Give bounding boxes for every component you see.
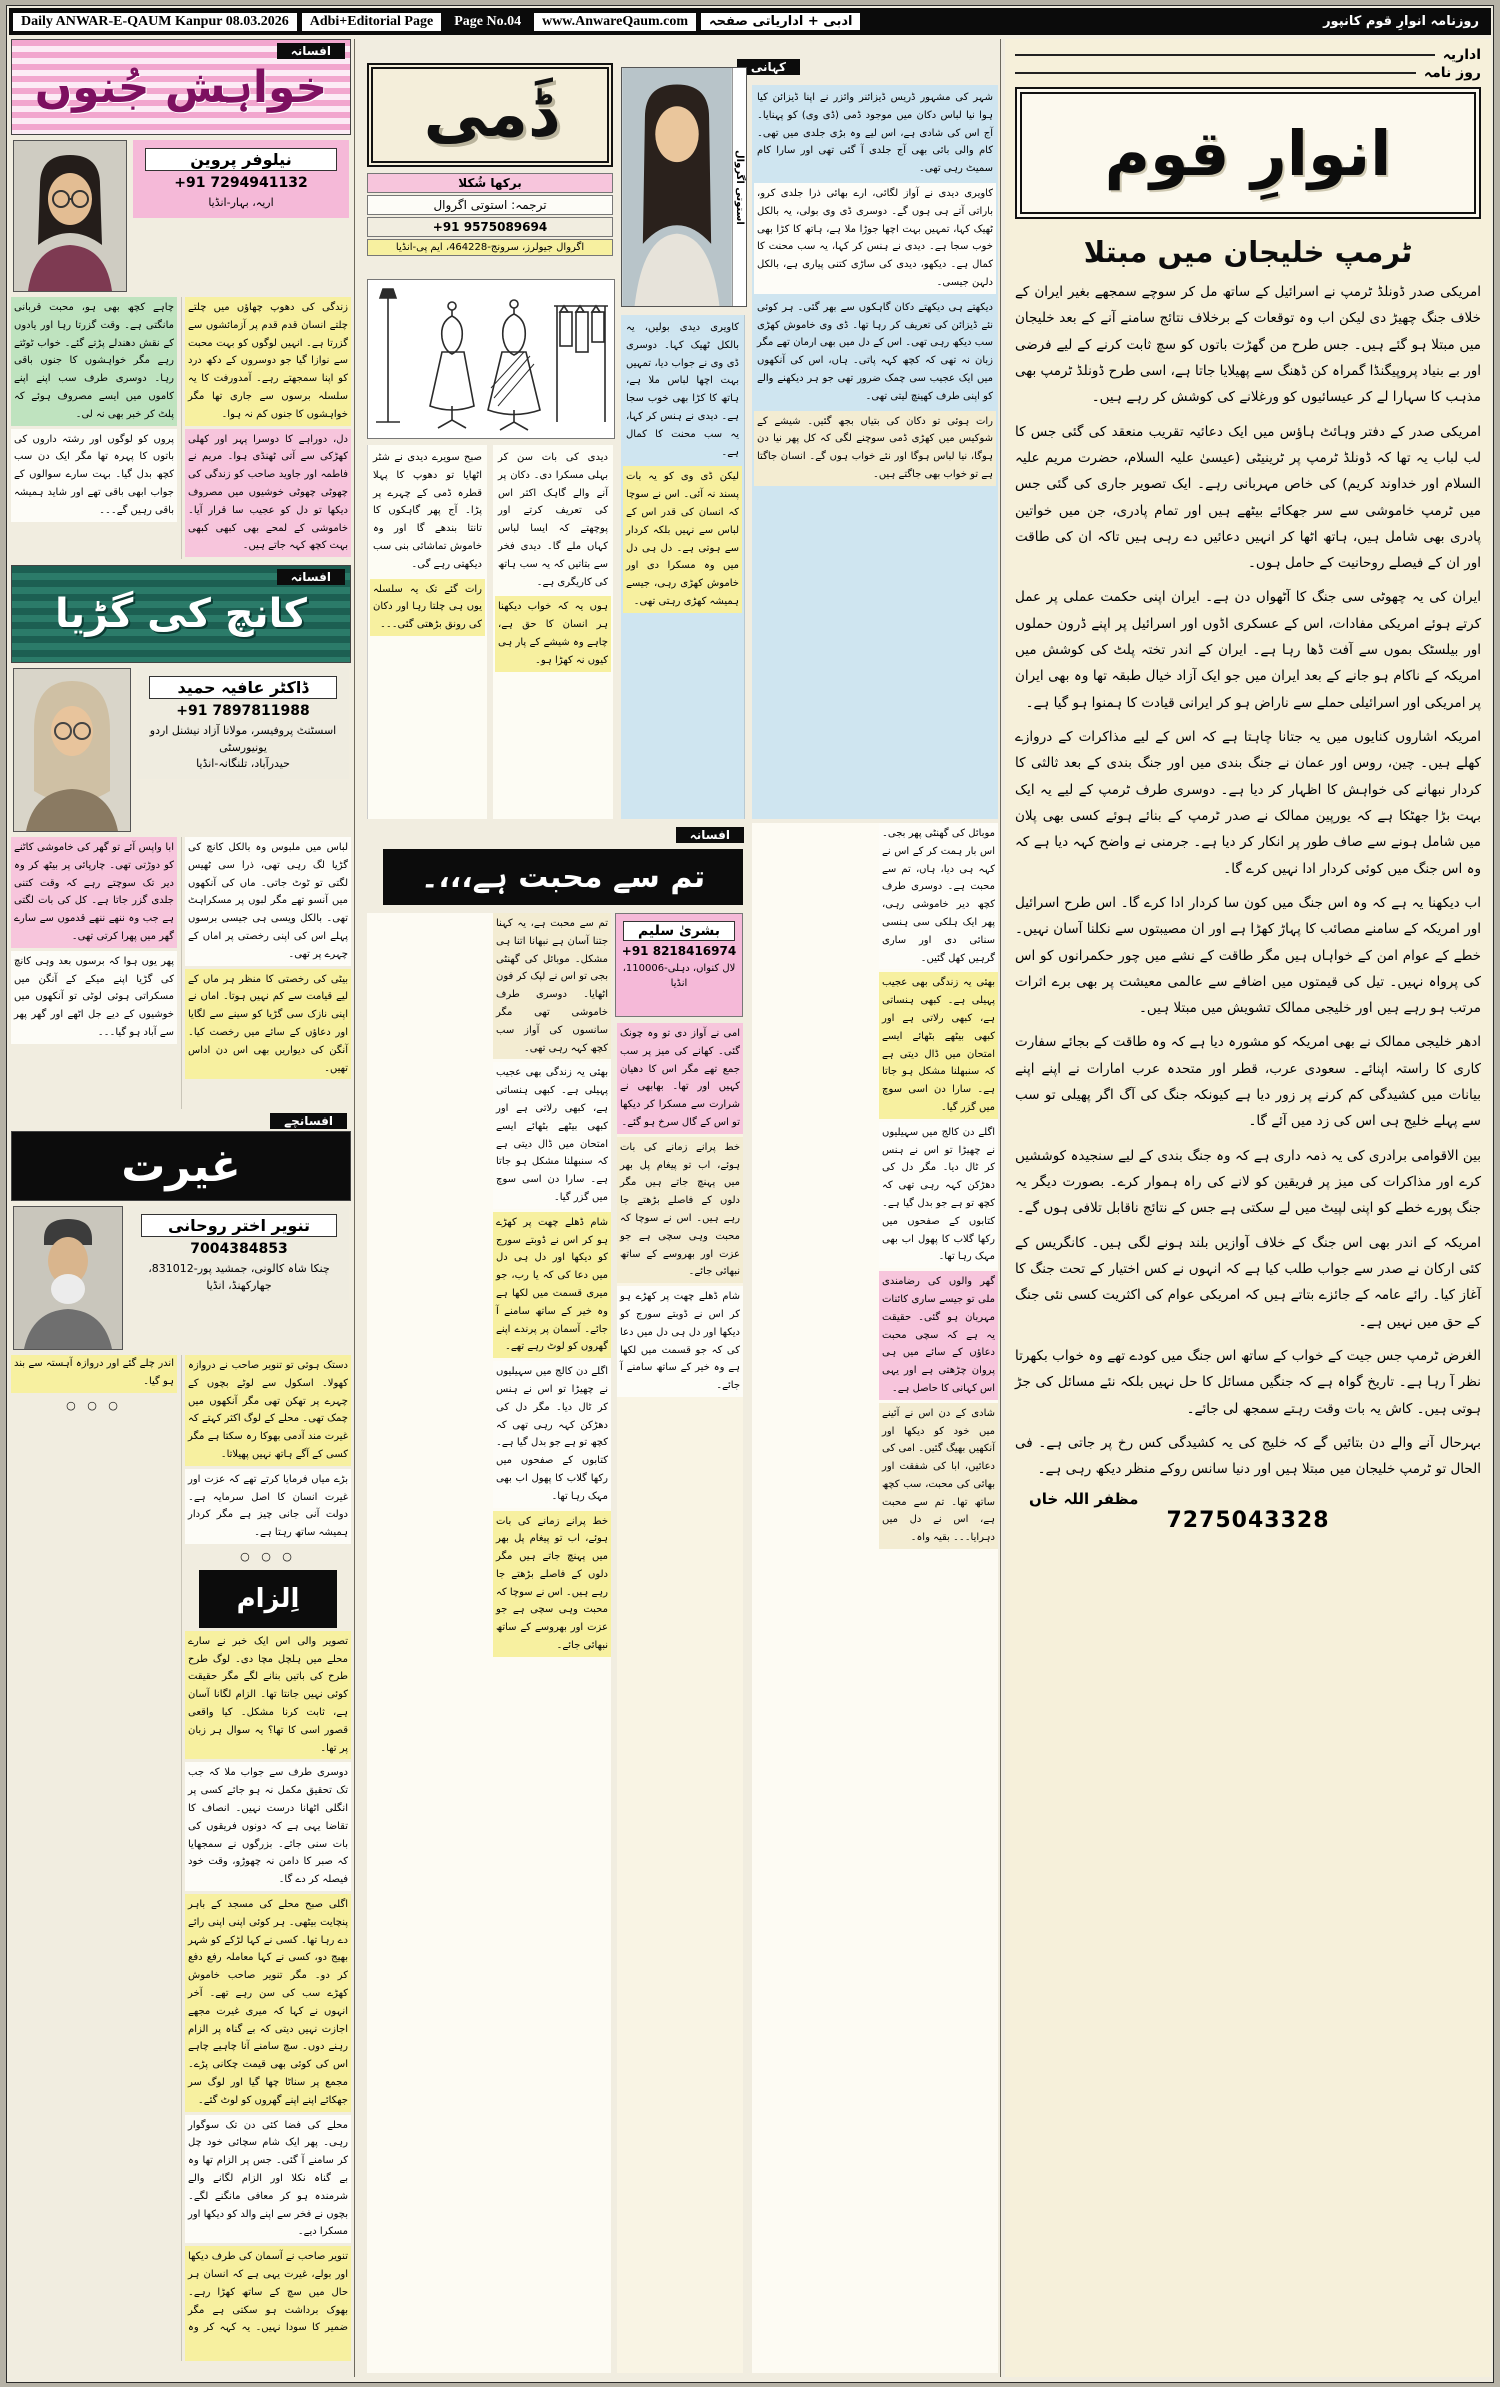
editorial-signature: [1015, 1490, 1481, 1533]
story-paragraph: تصویر والی اس ایک خبر نے سارے محلے میں ہلچل مچا دی۔ لوگ طرح طرح کی باتیں بنانے لگے مگر حقیقت کوئی نہیں جانتا تھا۔ الزام لگانا آسان ہے، ثابت کرنا مشکل۔ کیا واقعی قصور اسی کا تھا؟ یہ سوال ہر زبان پر تھا۔: [185, 1631, 351, 1760]
story-kanch-ki-gudiya: [11, 565, 351, 1109]
author-photo: [13, 140, 127, 292]
subhead-ilzaam: اِلزام: [199, 1570, 337, 1628]
author-address: اریہ، بہار-انڈیا: [208, 196, 274, 209]
story-column: [752, 85, 998, 819]
story-paragraph: تم سے محبت ہے، یہ کہنا جتنا آسان ہے نبھانا اتنا ہی مشکل۔ موبائل کی گھنٹی بجی تو اس نے لپک کر فون اٹھایا۔ دوسری طرف خاموشی تھی مگر سانسوں کی آواز سب کچھ کہہ رہی تھی۔: [493, 913, 611, 1059]
story-paragraph: بڑے میاں فرمایا کرتے تھے کہ عزت اور غیرت انسان کا اصل سرمایہ ہے۔ دولت آنی جانی چیز ہے مگر کردار ہمیشہ ساتھ رہتا ہے۔: [185, 1469, 351, 1544]
editorial-body: [1015, 279, 1481, 1482]
story-body: [11, 837, 351, 1109]
story-column: [752, 823, 998, 2373]
story-paragraph: اگلے دن کالج میں سہیلیوں نے چھیڑا تو اس نے ہنس کر ٹال دیا۔ مگر دل کی دھڑکن کہہ رہی تھی کہ کچھ تو ہے جو بدل گیا ہے۔ کتابوں کے صفحوں میں رکھا گلاب کا پھول اب بھی مہک رہا تھا۔: [493, 1361, 611, 1507]
editorial-paragraph: امریکہ کے اندر بھی اس جنگ کے خلاف آوازیں بلند ہونے لگی ہیں۔ کانگریس کے کئی ارکان نے صدر سے جواب طلب کیا ہے کہ انہوں نے کس اختیار کے تحت جنگ کا آغاز کیا۔ رائے عامہ کے جائزے بتاتے ہیں کہ امریکی عوام کی اکثریت کسی نئی جنگ کے حق میں نہیں ہے۔: [1015, 1234, 1481, 1330]
newspaper-page: [6, 5, 1494, 2383]
story-paragraph: کاویری دیدی بولیں، یہ بالکل ٹھیک کہا۔ دوسری ڈی وی نے جواب دیا، تمہیں بہت اچھا لباس ملا ہے، ہاتھ کا کڑا بھی خوب سجا ہے۔ دیدی نے ہنس کر کہا، یہ سب محنت کا کمال ہے۔: [626, 322, 739, 458]
author-box: [615, 913, 743, 1017]
portrait-image: [622, 68, 732, 306]
translator-photo: [621, 67, 747, 307]
story-paragraph: رات ہوئی تو دکان کی بتیاں بجھ گئیں۔ شیشے کے شوکیس میں کھڑی ڈمی سوچنے لگی کہ کل پھر نیا دن ہوگا، نیا لباس ہوگا اور نئے خواب ہوں گے۔ انسان جاگتا ہے تو خواب بھی جاگتے ہیں۔: [754, 411, 996, 486]
author-role: اسسٹنٹ پروفیسر، مولانا آزاد نیشنل اردو یونیورسٹی: [149, 724, 337, 754]
author-address: لال کنواں، دہلی-110006، انڈیا: [622, 963, 736, 989]
author-info: [129, 1206, 349, 1300]
story-title: کانچ کی گڑیا: [55, 591, 307, 637]
editorial-paragraph: امریکی صدر کے دفتر وہائٹ ہاؤس میں ایک دعائیہ تقریب منعقد کی گئی جس کا لب لباب یہ تھا کہ ڈونلڈ ٹرمپ پر ٹرینیٹی (عیسیٰ علیہ السلام، حضرت مریم علیہ السلام اور خداوند کریم) کی خاص مہربانی رہے۔ ایک تصویر جاری کی گئی جس میں ٹرمپ خاموشی سے سر جھکائے بیٹھے ہیں اور تمام پادری، جن میں خواتین پادری بھی شامل ہیں، ہاتھ اٹھا کر انہیں دعائیں دے رہی ہیں تاکہ ان کی طاقت اور ان کے فیصلے روحانیت کے حامل ہوں۔: [1015, 423, 1481, 572]
story-header: [11, 565, 351, 663]
story-column: [367, 913, 611, 2373]
editorial-phone: 7275043328: [1166, 1508, 1330, 1534]
author-name: تنویر اختر روحانی: [141, 1214, 337, 1237]
story-title: تم سے محبت ہے،،،۔: [420, 859, 706, 895]
story-paragraph: شام ڈھلے چھت پر کھڑے ہو کر اس نے ڈوبتے سورج کو دیکھا اور دل ہی دل میں دعا کی کہ جو قسمت میں لکھا ہے وہ خیر کے ساتھ سامنے آ جائے۔: [617, 1286, 743, 1397]
paper-nameplate-text: انوارِ قوم: [1104, 116, 1392, 190]
genre-label: افسانہ: [277, 43, 345, 59]
author-photo: [13, 1206, 123, 1350]
author-phone: +91 7294941132: [174, 175, 308, 191]
author-address: حیدرآباد، تلنگانہ-انڈیا: [196, 757, 290, 770]
story-paragraph: شہر کی مشہور ڈریس ڈیزائنر وائزر نے اپنا ڈیزائن کیا ہوا نیا لباس دکان میں موجود ڈمی (ڈی وی) کو پہنایا۔ آج اس کی شادی ہے، اس لیے وہ بڑی جلدی میں تھی۔ کام والی بائی بھی آج جلدی آ گئی تھی اور سارا کام سمیٹ رہی تھی۔: [757, 92, 993, 175]
story-paragraph: صبح سویرے دیدی نے شٹر اٹھایا تو دھوپ کا پہلا قطرہ ڈمی کے چہرے پر پڑا۔ آج پھر گاہکوں کا تانتا بندھے گا اور وہ خاموش تماشائی بنی سب دیکھتی رہے گی۔: [373, 452, 482, 570]
author-info: [133, 140, 349, 218]
editorial-label-row: [1015, 47, 1481, 63]
section-dots: ○ ○ ○: [66, 1398, 122, 1412]
author-phone: +91 8218416974: [621, 944, 737, 958]
middle-column: [359, 39, 1001, 2377]
story-paragraph: دیکھتے ہی دیکھتے دکان گاہکوں سے بھر گئی۔ ہر کوئی نئے ڈیزائن کی تعریف کر رہا تھا۔ ڈی وی خاموش کھڑی سب دیکھ رہی تھی۔ اس کے دل میں بھی ارمان تھے مگر زبان نہ تھی کہ کچھ کہہ پاتی۔ ہاں، اس کی آنکھوں میں ایک عجیب سی چمک ضرور تھی جو ہر دیکھنے والے کو اپنی طرف کھینچ لیتی تھی۔: [757, 301, 993, 402]
story-column: [493, 445, 613, 819]
story-title: ڈَمی: [423, 78, 557, 152]
author-address: چنکا شاہ کالونی، جمشید پور-831012، جھارکھنڈ، انڈیا: [148, 1262, 330, 1292]
paper-name-date: Daily ANWAR-E-QAUM Kanpur 08.03.2026: [13, 13, 297, 31]
author-name: ڈاکٹر عافیہ حمید: [149, 676, 337, 699]
editorial-paragraph: الغرض ٹرمپ جس جیت کے خواب کے ساتھ اس جنگ میں کودے تھے وہ خواب بکھرتا نظر آ رہا ہے۔ تاریخ گواہ ہے کہ جنگیں مسائل کا حل نہیں بلکہ نئے مسائل کی جڑ ہوتی ہیں۔ کاش یہ بات وقت رہتے سمجھ لی جائے۔: [1015, 1347, 1481, 1417]
story-column: [621, 315, 745, 819]
story-paragraph: لباس میں ملبوس وہ بالکل کانچ کی گڑیا لگ رہی تھی، ذرا سی ٹھیس لگتی تو ٹوٹ جاتی۔ ماں کی آنکھوں میں آنسو تھے مگر لبوں پر مسکراہٹ تھی۔ بالکل ویسی ہی جیسی برسوں پہلے اس کی اپنی رخصتی پر اماں کے چہرے پر تھی۔: [185, 837, 351, 966]
section-name-urdu: ادبی + اداریاتی صفحہ: [701, 13, 860, 30]
story-paragraph: تنویر صاحب نے آسمان کی طرف دیکھا اور بولے، غیرت یہی ہے کہ انسان ہر حال میں سچ کے ساتھ کھڑا رہے۔ بھوک برداشت ہو سکتی ہے مگر ضمیر کا سودا نہیں۔ یہ کہہ کر وہ اندر چلے گئے اور دروازہ آہستہ سے بند ہو گیا۔: [11, 1355, 351, 2361]
story-body: [11, 297, 351, 559]
editorial-author: مظفر اللہ خاں: [1029, 1490, 1139, 1509]
page-number: Page No.04: [454, 13, 522, 29]
masthead-bar: [9, 8, 1491, 35]
story-paragraph: پروں کو لوگوں اور رشتہ داروں کی باتوں کا پہرہ تھا مگر ایک دن سب کچھ بدل گیا۔ بہت سارے سوالوں کے جواب ابھی باقی تھے اور شاید ہمیشہ باقی رہیں گے۔۔۔: [11, 429, 177, 522]
left-column: [9, 39, 355, 2377]
editorial-label: اداریہ: [1442, 47, 1481, 63]
story-paragraph: دیدی کی بات سن کر بہلی مسکرا دی۔ دکان پر آنے والے گاہک اکثر اس کی تعریف کرتے اور پوچھتے کہ ایسا لباس کہاں ملے گا۔ دیدی فخر سے بتاتیں کہ یہ سب ہاتھ کی کاریگری ہے۔: [498, 452, 608, 588]
author-phone: +91 7897811988: [176, 703, 310, 719]
story-paragraph: کاویری دیدی نے آواز لگائی، ارے بھائی ذرا جلدی کرو، باراتی آتے ہی ہوں گے۔ دوسری ڈی وی بولی، یہ بالکل ٹھیک کہا، تمہیں بہت اچھا جوڑا ملا ہے، ہاتھ کا کڑا بھی خوب سجا ہے۔ دیدی نے ہنس کر کہا، یہ سب محنت کا کمال ہے۔ دیکھو، دیدی کی ساڑی کتنی پیاری ہے، بالکل دلہن جیسی۔: [754, 183, 996, 294]
editorial-column: [1005, 39, 1491, 2377]
editorial-paragraph: اب دیکھنا یہ ہے کہ وہ اس جنگ میں کون سا کردار ادا کرے گا۔ اس طرح اسرائیل اور امریکہ کے سامنے مصائب کا پہاڑ کھڑا ہے اور ان مصیبتوں سے نکلنا آسان نہیں۔ خطے کے عوام امن کے خواہاں ہیں مگر طاقت کے نشے میں چور حکمرانوں کو اس کی پرواہ نہیں۔ تیل کی قیمتوں میں اضافے سے عالمی معیشت پر بھی برے اثرات مرتب ہو رہے ہیں اور خلیجی ممالک تشویش میں مبتلا ہیں۔: [1015, 894, 1481, 1017]
story-column: [367, 445, 487, 819]
author-photo: [13, 668, 131, 832]
genre-label: افسانہ: [676, 827, 744, 843]
author-name: نیلوفر پروین: [145, 148, 337, 171]
story-paragraph: دل، دوراہے کا دوسرا پہر اور کھلی کھڑکی سے آتی ٹھنڈی ہوا۔ مریم نے فاطمہ اور جاوید صاحب کو زندگی کی چھوٹی چھوٹی خوشیوں میں مصروف دیکھا تو دل کو عجیب سا قرار آیا۔ خاموشی کے لمحے بھی کبھی کبھی بہت کچھ کہہ جاتے ہیں۔: [185, 429, 351, 558]
editorial-paragraph: بہرحال آنے والے دن بتائیں گے کہ خلیج کی یہ کشیدگی کس رخ پر جاتی ہے۔ فی الحال تو ٹرمپ خلیجان میں مبتلا ہیں اور دنیا سانس روکے منظر دیکھ رہی ہے۔: [1015, 1434, 1481, 1478]
story-paragraph: اگلے دن کالج میں سہیلیوں نے چھیڑا تو اس نے ہنس کر ٹال دیا۔ مگر دل کی دھڑکن کہہ رہی تھی کہ کچھ تو ہے جو بدل گیا ہے۔ کتابوں کے صفحوں میں رکھا گلاب کا پھول اب بھی مہک رہا تھا۔: [879, 1122, 998, 1268]
story-paragraph: پھر یوں ہوا کہ برسوں بعد وہی کانچ کی گڑیا اپنے میکے کے آنگن میں مسکراتی ہوئی لوٹی تو آنکھوں میں خوشیوں کے دیے جل اٹھے اور گھر پھر سے آباد ہو گیا۔۔۔: [11, 951, 177, 1044]
story-ghairat: [11, 1109, 351, 2361]
editorial-paragraph: امریکی صدر ڈونلڈ ٹرمپ نے اسرائیل کے ساتھ مل کر سوچے سمجھے بغیر ایران کے خلاف جنگ چھیڑ دی لیکن اب وہ توقعات کے برخلاف نتائج سامنے آنے کے بعد خلیجان میں مبتلا ہو گئے ہیں۔ جس طرح من گھڑت باتوں کو سچ ثابت کرنے کے لیے فرضی اور بے بنیاد پروپیگنڈا گمراہ کن ڈھنگ سے پھیلایا جاتا ہے، اسی طرح ڈونلڈ ٹرمپ بھی مذہب کا سہارا لے کر عیسائیوں کو ورغلانے کی کوشش کر رہے ہیں۔: [1015, 284, 1481, 406]
rule-line: [1015, 72, 1416, 74]
editorial-paragraph: امریکہ اشاروں کنایوں میں یہ جتانا چاہتا ہے کہ اس کے لیے مذاکرات کے دروازے کھلے ہیں۔ چین، روس اور عمان نے جنگ بندی میں اور جنگ بندی کے بعد ثالثی کا کردار نبھانے کی خواہش کا اظہار کر دیا ہے۔ دوسری طرف ٹرمپ کے لیے یہ ایک بہت بڑا جھٹکا ہے کہ یورپین ممالک نے صدر ٹرمپ کے بنائے ہوئے کسی بھی پلان میں شامل ہونے سے صاف طور پر انکار کر دیا ہے۔ جرمنی نے واضح کہہ دیا ہے کہ وہ اس جنگ میں کوئی کردار ادا نہیں کرے گا۔: [1015, 729, 1481, 877]
story-paragraph: محلے کی فضا کئی دن تک سوگوار رہی۔ پھر ایک شام سچائی خود چل کر سامنے آ گئی۔ جس پر الزام تھا وہ بے گناہ نکلا اور الزام لگانے والے شرمندہ ہو کر معافی مانگنے لگے۔ بچوں نے فخر سے اپنے والد کو دیکھا اور مسکرا دیے۔: [185, 2115, 351, 2244]
author-name: بشریٰ سلیم: [623, 921, 735, 941]
story-paragraph: خط پرانے زمانے کی بات ہوئے، اب تو پیغام پل بھر میں پہنچ جاتے ہیں مگر دلوں کے فاصلے بڑھتے جا رہے ہیں۔ اس نے سوچا کہ محبت وہی سچی ہے جو عزت اور بھروسے کے ساتھ نبھائی جائے۔: [617, 1137, 743, 1283]
genre-label-row: [11, 1109, 351, 1131]
story-header: [11, 39, 351, 135]
story-title-bar: [383, 849, 743, 905]
story-body: [11, 1355, 351, 2361]
story-title: غیرت: [121, 1140, 241, 1192]
translator-name: ترجمہ: استوتی اگروال: [367, 195, 613, 215]
author-phone: +91 9575089694: [367, 217, 613, 237]
author-address: اگروال جیولرز، سرونج-464228، ایم پی-انڈیا: [367, 239, 613, 256]
story-paragraph: ہوں یہ کہ خواب دیکھنا ہر انسان کا حق ہے، چاہے وہ شیشے کے پار ہی کیوں نہ کھڑا ہو۔: [495, 596, 611, 671]
story-dummy: [359, 39, 1000, 821]
photo-caption: استوتی اگروال: [732, 68, 746, 306]
story-paragraph: بھئی یہ زندگی بھی عجیب پہیلی ہے۔ کبھی ہنساتی ہے، کبھی رلاتی ہے اور کبھی بیٹھے بٹھائے ایسے امتحان میں ڈال دیتی ہے کہ سنبھلنا مشکل ہو جاتا ہے۔ سارا دن اسی سوچ میں گزر گیا۔: [493, 1062, 611, 1208]
story-paragraph: لیکن ڈی وی کو یہ بات پسند نہ آئی۔ اس نے سوچا کہ انسان کی قدر اس کے لباس سے نہیں بلکہ کردار سے ہوتی ہے۔ دل ہی دل میں وہ مسکرا دی اور خاموش کھڑی رہی، جیسے ہمیشہ کھڑی رہتی تھی۔: [623, 466, 742, 612]
story-paragraph: دستک ہوئی تو تنویر صاحب نے دروازہ کھولا۔ اسکول سے لوٹے بچوں کے چہرے پر تھکن تھی مگر آنکھوں میں چمک تھی۔ محلے کے لوگ اکثر کہتے کہ غیرت مند آدمی بھوکا رہ سکتا ہے مگر کسی کے آگے ہاتھ نہیں پھیلاتا۔: [185, 1355, 351, 1466]
story-title-box: [367, 63, 613, 167]
story-paragraph: موبائل کی گھنٹی پھر بجی۔ اس بار ہمت کر کے اس نے کہہ ہی دیا، ہاں، تم سے محبت ہے۔ دوسری طرف کچھ دیر خاموشی رہی، پھر ایک ہلکی سی ہنسی سنائی دی اور ساری گرہیں کھل گئیں۔: [879, 823, 998, 969]
mannequin-drawing: [368, 280, 614, 438]
story-tumse-mohabbat: [359, 823, 1000, 2377]
genre-label: افسانہ: [277, 569, 345, 585]
story-paragraph: شادی کے دن اس نے آئینے میں خود کو دیکھا اور آنکھیں بھیگ گئیں۔ امی کی دعائیں، ابا کی شفقت اور بھائی کی محبت، سب کچھ ساتھ تھا۔ تم سے محبت ہے، اس نے دل میں دہرایا۔۔۔ بقیہ واہ۔: [879, 1403, 998, 1549]
roznama-label: روز نامہ: [1423, 65, 1481, 81]
genre-label: افسانچے: [270, 1113, 347, 1129]
website-url[interactable]: www.AnwareQaum.com: [534, 13, 696, 31]
editorial-paragraph: ادھر خلیجی ممالک نے بھی امریکہ کو مشورہ دیا ہے کہ وہ طاقت کے بجائے سفارت کاری کا راستہ اپنائے۔ سعودی عرب، قطر اور متحدہ عرب امارات نے اپنے اپنے بیانات میں کشیدگی کم کرنے پر زور دیا ہے کیونکہ جنگ کی آگ اگر پھیلی تو سب سے پہلے خلیج ہی اس کی زد میں آئے گا۔: [1015, 1034, 1481, 1130]
section-name-en: Adbi+Editorial Page: [302, 13, 441, 31]
paper-nameplate: [1015, 87, 1481, 219]
author-row: [11, 135, 351, 297]
author-info: [137, 668, 349, 779]
story-paragraph: ابا واپس آئے تو گھر کی خاموشی کاٹنے کو دوڑتی تھی۔ چارپائی پر بیٹھ کر وہ دیر تک سوچتے رہے کہ وقت کتنی جلدی گزر جاتا ہے۔ کل کی بات لگتی ہے جب وہ ننھے ننھے قدموں سے سارے گھر میں پھرا کرتی تھی۔: [11, 837, 177, 948]
rule-line: [1015, 54, 1435, 56]
editorial-paragraph: ایران کی یہ چھوٹی سی جنگ کا آٹھواں دن ہے۔ ایران اپنی حکمت عملی پر عمل کرتے ہوئے امریکی مفادات، اس کے عسکری اڈوں اور اسرائیل پر اپنے ڈرون حملوں اور بیلسٹک بموں سے آفت ڈھا رہا ہے۔ ایران کے اندر تختہ پلٹ کی کوشش میں امریکہ کے ناکام ہو جانے کے بعد ایران میں جو ایک آزاد خیال طبقہ تھا وہ بھی ایران پر امریکی اور اسرائیلی حملے سے ناراض ہو کر ایرانی قیادت کا ہمنوا ہو گیا ہے۔: [1015, 589, 1481, 711]
author-row: [11, 663, 351, 837]
story-paragraph: رات گئے تک یہ سلسلہ یوں ہی چلتا رہا اور دکان کی رونق بڑھتی گئی۔۔۔: [370, 579, 485, 636]
section-dots: ○ ○ ○: [240, 1549, 296, 1563]
story-paragraph: دوسری طرف سے جواب ملا کہ جب تک تحقیق مکمل نہ ہو جائے کسی پر انگلی اٹھانا درست نہیں۔ انصاف کا تقاضا یہی ہے کہ دونوں فریقوں کی بات سنی جائے۔ بزرگوں نے سمجھایا کہ صبر کا دامن نہ چھوڑو، وقت خود فیصلہ کر دے گا۔: [185, 1762, 351, 1891]
editorial-headline: ٹرمپ خلیجان میں مبتلا: [1083, 235, 1413, 269]
story-khwahish-junoon: [11, 39, 351, 559]
editorial-paragraph: بین الاقوامی برادری کی یہ ذمہ داری ہے کہ وہ جنگ بندی کے لیے سنجیدہ کوششیں کرے اور مذاکرات کی میز پر فریقین کو لانے کی راہ ہموار کرے۔ بصورت دیگر یہ جنگ پورے خطے کو اپنی لپیٹ میں لے سکتی ہے جس کے نتائج ناقابل تلافی ہوں گے۔: [1015, 1147, 1481, 1217]
roznama-label-row: [1015, 65, 1481, 81]
story-paragraph: اگلی صبح محلے کی مسجد کے باہر پنچایت بیٹھی۔ ہر کوئی اپنی اپنی رائے دے رہا تھا۔ کسی نے کہا لڑکے کو شہر بھیج دو، کسی نے کہا معاملہ رفع دفع کر دو۔ مگر تنویر صاحب خاموش کھڑے سب کی سن رہے تھے۔ آخر انہوں نے کہا کہ میری غیرت مجھے اجازت نہیں دیتی کہ بے گناہ پر الزام رہنے دوں۔ سچ سامنے آنا چاہیے چاہے اس کی کوئی بھی قیمت چکانی پڑے۔ مجمع پر سناٹا چھا گیا اور لوگ سر جھکائے اپنے اپنے گھروں کو لوٹ گئے۔: [185, 1894, 351, 2112]
story-paragraph: بیٹی کی رخصتی کا منظر ہر ماں کے لیے قیامت سے کم نہیں ہوتا۔ اماں نے اپنی نازک سی گڑیا کو سینے سے لگایا اور دعاؤں کے سائے میں رخصت کیا۔ آنگن کی دیواریں بھی اس دن اداس تھیں۔: [185, 969, 351, 1080]
genre-label: کہانی: [737, 59, 800, 75]
story-paragraph: زندگی کی دھوپ چھاؤں میں چلتے چلتے انسان قدم قدم پر آزمائشوں سے گزرتا ہے۔ انہیں لوگوں کو بہت محبت سے نوازا گیا جو دوسروں کے دکھ درد کو اپنا سمجھتے رہے۔ آمدورفت کا یہ سلسلہ برسوں سے جاری تھا مگر خواہشوں کا جنوں کم نہ ہوا۔: [185, 297, 351, 426]
story-column: [617, 1023, 743, 2373]
author-box: [367, 173, 613, 258]
story-paragraph: شام ڈھلے چھت پر کھڑے ہو کر اس نے ڈوبتے سورج کو دیکھا اور دل ہی دل میں دعا کی کہ یا رب، جو میری قسمت میں لکھا ہے وہ خیر کے ساتھ سامنے آ جائے۔ آسمان پر پرندے اپنے گھروں کو لوٹ رہے تھے۔: [493, 1212, 611, 1358]
story-title: خواہش جُنوں: [34, 61, 328, 113]
story-paragraph: امی نے آواز دی تو وہ چونک گئی۔ کھانے کی میز پر سب جمع تھے مگر اس کا دھیان کہیں اور تھا۔ بھابھی نے شرارت سے مسکرا کر دیکھا تو اس کے گال سرخ ہو گئے۔: [617, 1023, 743, 1134]
story-paragraph: خط پرانے زمانے کی بات ہوئے، اب تو پیغام پل بھر میں پہنچ جاتے ہیں مگر دلوں کے فاصلے بڑھتے جا رہے ہیں۔ اس نے سوچا کہ محبت وہی سچی ہے جو عزت اور بھروسے کے ساتھ نبھائی جائے۔: [493, 1511, 611, 1657]
paper-name-urdu: روزنامہ انوارِ قوم کانپور: [1323, 14, 1479, 29]
author-row: [11, 1201, 351, 1355]
story-paragraph: گھر والوں کی رضامندی ملی تو جیسے ساری کائنات مہربان ہو گئی۔ حقیقت یہ ہے کہ سچی محبت دعاؤں کے سائے میں ہی پروان چڑھتی ہے اور یہی اس کہانی کا حاصل ہے۔: [879, 1271, 998, 1400]
author-phone: 7004384853: [190, 1241, 288, 1257]
mannequin-illustration: [367, 279, 615, 439]
story-paragraph: چاہے کچھ بھی ہو، محبت قربانی مانگتی ہے۔ وقت گزرتا رہا اور یادوں کے نقش دھندلے پڑتے گئے۔ خواب ٹوٹتے رہے مگر خواہشوں کا جنوں باقی رہا۔ دوسری طرف سب اپنے اپنے کاموں میں ایسے مصروف ہوئے کہ پلٹ کر خبر بھی نہ لی۔: [11, 297, 177, 426]
story-paragraph: بھئی یہ زندگی بھی عجیب پہیلی ہے۔ کبھی ہنساتی ہے، کبھی رلاتی ہے اور کبھی بیٹھے بٹھائے ایسے امتحان میں ڈال دیتی ہے کہ سنبھلنا مشکل ہو جاتا ہے۔ سارا دن اسی سوچ میں گزر گیا۔: [879, 972, 998, 1118]
story-header: [11, 1131, 351, 1201]
author-name: برکھا شُکلا: [367, 173, 613, 193]
editorial-labels: [1015, 43, 1481, 81]
